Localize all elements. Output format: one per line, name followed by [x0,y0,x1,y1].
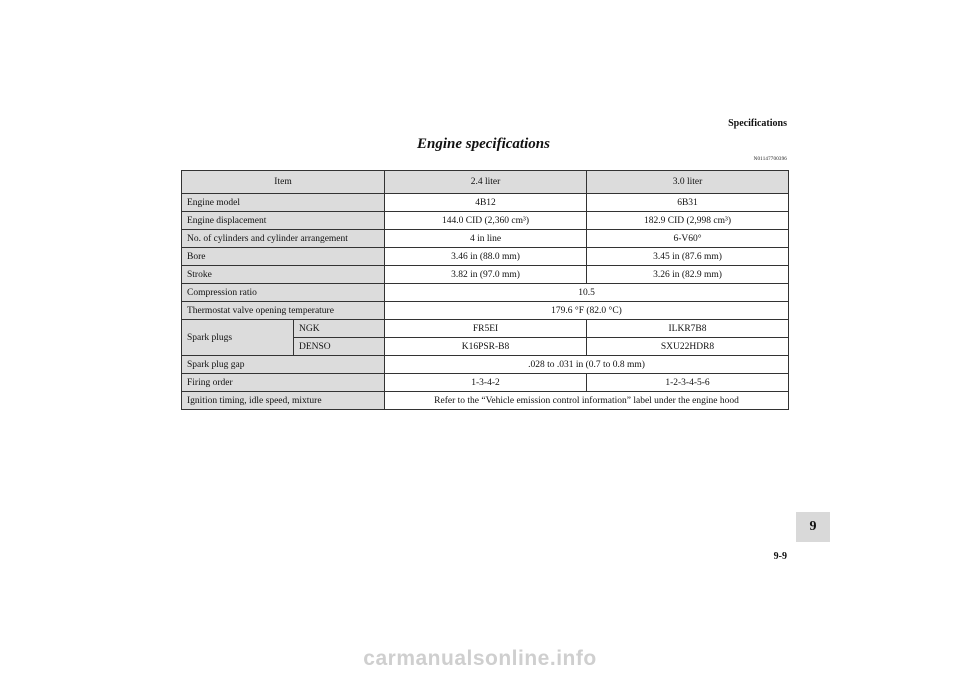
chapter-number: 9 [809,519,817,534]
cell-3-0: 3.26 in (82.9 mm) [587,266,789,284]
table-row [182,194,789,212]
cell-3-0: 3.45 in (87.6 mm) [587,248,789,266]
chapter-tab [796,512,830,542]
cell-shared: .028 to .031 in (0.7 to 0.8 mm) [385,356,789,374]
page-number: 9-9 [773,551,787,562]
table-row [182,212,789,230]
cell-2-4: 3.46 in (88.0 mm) [385,248,587,266]
cell-3-0: 6-V60° [587,230,789,248]
cell-3-0: ILKR7B8 [587,320,789,338]
header-3-0-liter: 3.0 liter [587,171,789,194]
header-2-4-liter: 2.4 liter [385,171,587,194]
cell-shared: 10.5 [385,284,789,302]
row-label: Spark plug gap [182,356,385,374]
table-row [182,230,789,248]
row-label: Bore [182,248,385,266]
row-label: Engine model [182,194,385,212]
cell-2-4: 1-3-4-2 [385,374,587,392]
header-item: Item [182,171,385,194]
cell-2-4: 4B12 [385,194,587,212]
row-sublabel: DENSO [294,338,385,356]
row-label: Compression ratio [182,284,385,302]
table-row [182,248,789,266]
row-sublabel: NGK [294,320,385,338]
cell-2-4: K16PSR-B8 [385,338,587,356]
row-label: Ignition timing, idle speed, mixture [182,392,385,410]
document-code: N01147700396 [753,157,787,162]
cell-3-0: 182.9 CID (2,998 cm³) [587,212,789,230]
cell-2-4: 4 in line [385,230,587,248]
table-row [182,356,789,374]
cell-3-0: SXU22HDR8 [587,338,789,356]
table-row [182,374,789,392]
engine-spec-table [181,170,789,410]
cell-shared: 179.6 °F (82.0 °C) [385,302,789,320]
cell-2-4: FR5EI [385,320,587,338]
cell-3-0: 6B31 [587,194,789,212]
cell-2-4: 3.82 in (97.0 mm) [385,266,587,284]
row-label: Thermostat valve opening temperature [182,302,385,320]
table-header-row [182,171,789,194]
running-header-title: Specifications [728,118,787,129]
table-row [182,266,789,284]
watermark-text: carmanualsonline.info [363,647,597,670]
cell-3-0: 1-2-3-4-5-6 [587,374,789,392]
section-title: Engine specifications [417,136,550,152]
row-label: Stroke [182,266,385,284]
row-label: No. of cylinders and cylinder arrangement [182,230,385,248]
cell-2-4: 144.0 CID (2,360 cm³) [385,212,587,230]
table-row [182,320,789,338]
table-row [182,284,789,302]
row-label: Spark plugs [182,320,294,356]
row-label: Firing order [182,374,385,392]
table-row [182,302,789,320]
table-row [182,392,789,410]
row-label: Engine displacement [182,212,385,230]
cell-shared: Refer to the “Vehicle emission control information” label under the engine hood [385,392,789,410]
